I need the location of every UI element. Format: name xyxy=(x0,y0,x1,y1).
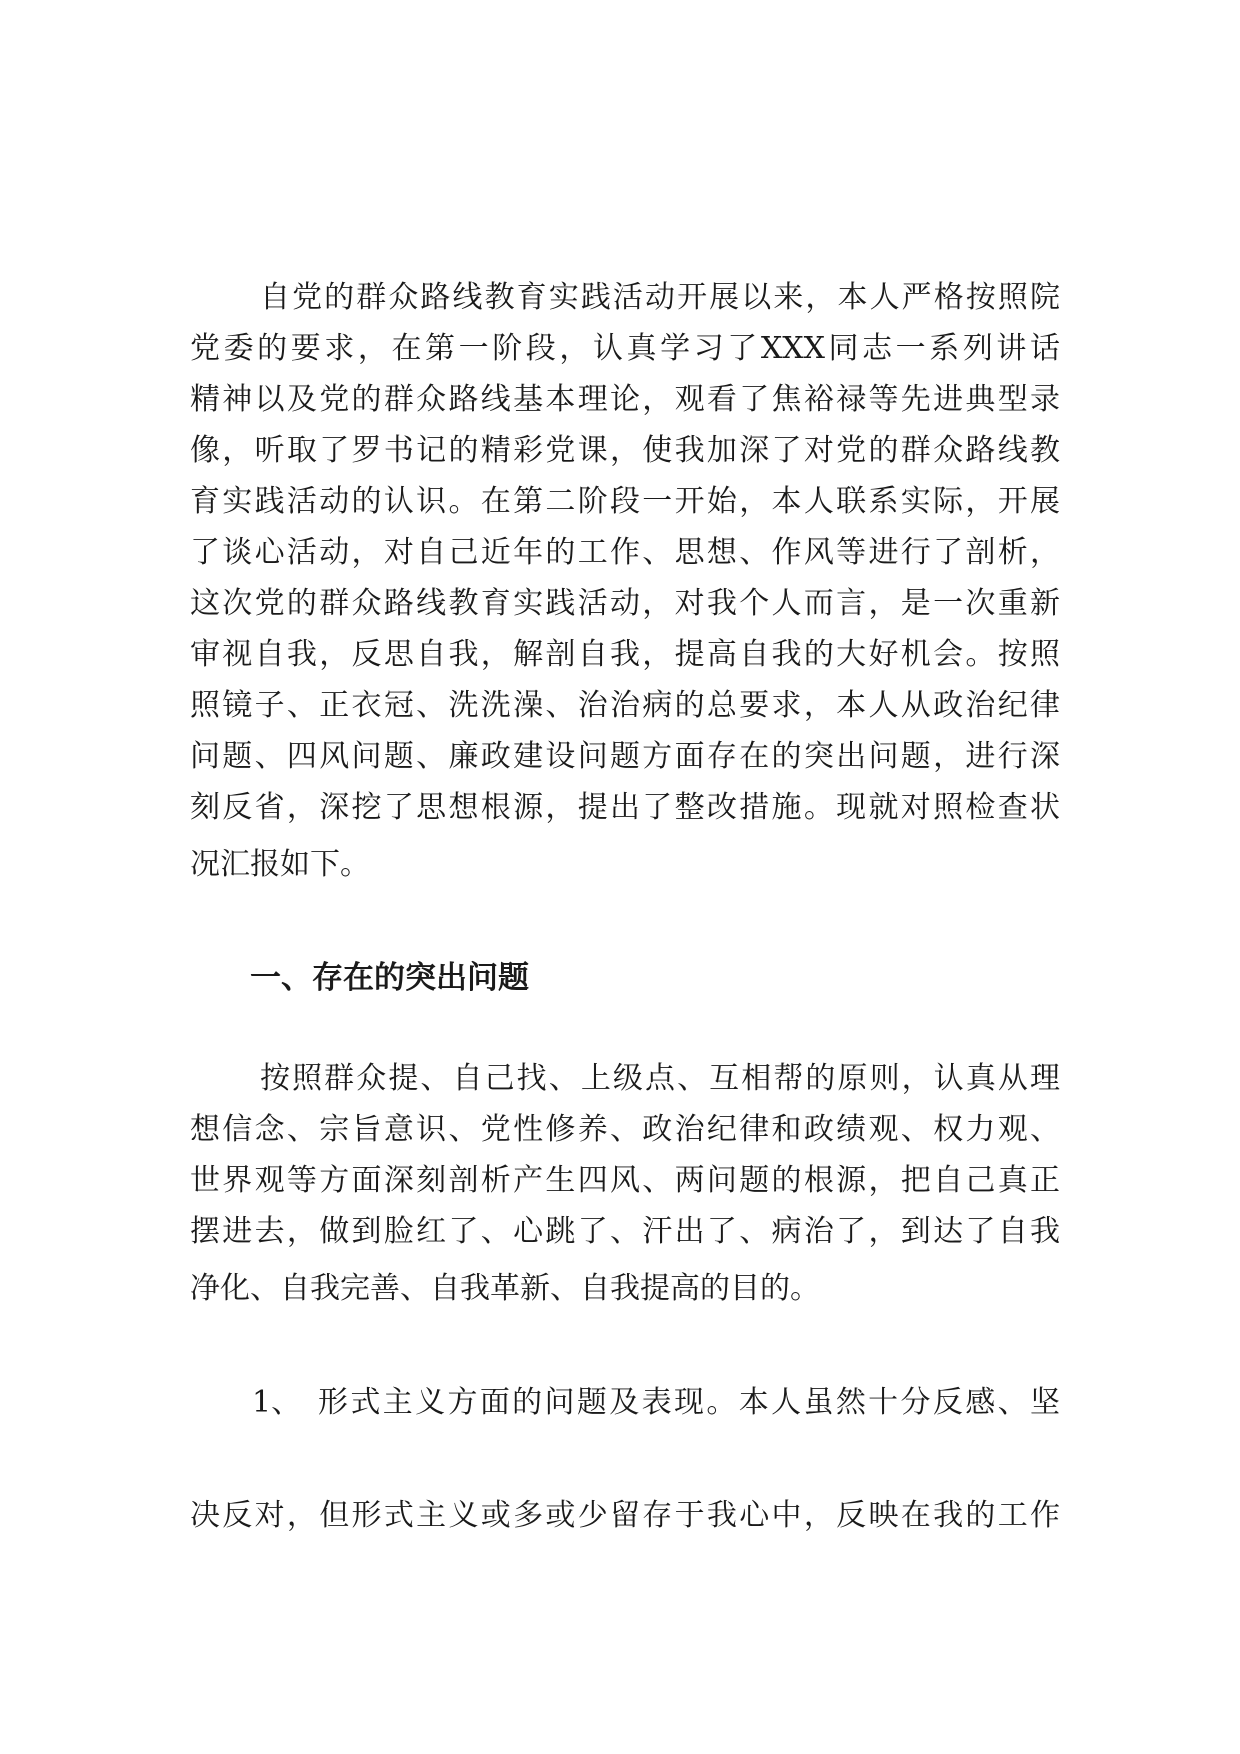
section-line-4: 摆进去，做到脸红了、心跳了、汗出了、病治了，到达了自我 xyxy=(190,1214,1060,1249)
section-line-2: 想信念、宗旨意识、党性修养、政治纪律和政绩观、权力观、 xyxy=(190,1112,1060,1147)
item-second-line: 决反对，但形式主义或多或少留存于我心中，反映在我的工作 xyxy=(190,1498,1060,1533)
intro-line-4: 像，听取了罗书记的精彩党课，使我加深了对党的群众路线教 xyxy=(190,433,1060,468)
intro-line-6: 了谈心活动，对自己近年的工作、思想、作风等进行了剖析， xyxy=(190,535,1060,570)
intro-line-7: 这次党的群众路线教育实践活动，对我个人而言，是一次重新 xyxy=(190,586,1060,621)
section-heading: 一、存在的突出问题 xyxy=(250,960,529,996)
intro-line-5: 育实践活动的认识。在第二阶段一开始，本人联系实际，开展 xyxy=(190,484,1060,519)
intro-line-10: 问题、四风问题、廉政建设问题方面存在的突出问题，进行深 xyxy=(190,739,1060,774)
intro-line-1: 自党的群众路线教育实践活动开展以来，本人严格按照院 xyxy=(260,280,1060,315)
intro-line-11: 刻反省，深挖了思想根源，提出了整改措施。现就对照检查状 xyxy=(190,790,1060,825)
section-line-1: 按照群众提、自己找、上级点、互相帮的原则，认真从理 xyxy=(260,1061,1060,1096)
item-number: 1、 xyxy=(252,1385,302,1420)
section-line-3: 世界观等方面深刻剖析产生四风、两问题的根源，把自己真正 xyxy=(190,1163,1060,1198)
intro-line-3: 精神以及党的群众路线基本理论，观看了焦裕禄等先进典型录 xyxy=(190,382,1060,417)
section-line-5: 净化、自我完善、自我革新、自我提高的目的。 xyxy=(190,1271,820,1306)
intro-line-8: 审视自我，反思自我，解剖自我，提高自我的大好机会。按照 xyxy=(190,637,1060,672)
intro-line-2: 党委的要求，在第一阶段，认真学习了XXX同志一系列讲话 xyxy=(190,331,1060,366)
item-first-line: 形式主义方面的问题及表现。本人虽然十分反感、坚 xyxy=(318,1385,1060,1420)
intro-line-12: 况汇报如下。 xyxy=(190,847,370,882)
intro-line-9: 照镜子、正衣冠、洗洗澡、治治病的总要求，本人从政治纪律 xyxy=(190,688,1060,723)
